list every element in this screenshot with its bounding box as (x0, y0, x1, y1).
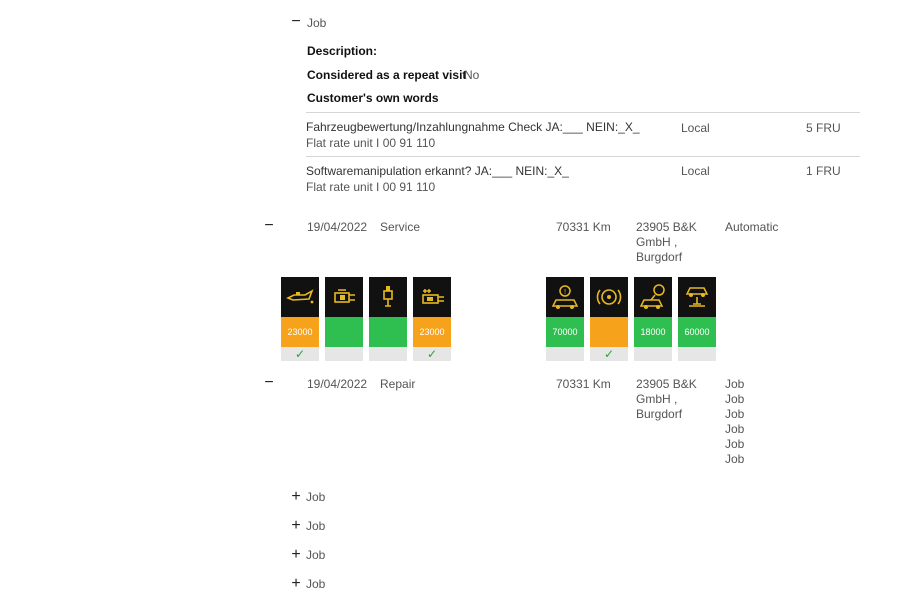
tile-value: 23000 (413, 317, 451, 347)
tile-check: ✓ (590, 347, 628, 361)
dealer-line: GmbH , (636, 235, 678, 249)
repair-job-link[interactable]: Job (725, 437, 745, 451)
tile-value (590, 317, 628, 347)
svg-text:!: ! (563, 288, 567, 296)
repair-dealer (636, 377, 697, 422)
brake-warning-icon (590, 277, 628, 317)
engine-filter-icon (325, 277, 363, 317)
service-date: 19/04/2022 (307, 220, 368, 234)
service-tile (281, 277, 319, 361)
tile-value (369, 317, 407, 347)
tile-check (678, 347, 716, 361)
collapse-job-toggle[interactable]: − (291, 13, 301, 30)
service-tile (546, 277, 584, 361)
job-line-location: Local (681, 164, 710, 178)
tile-value: 18000 (634, 317, 672, 347)
brake-fluid-icon (634, 277, 672, 317)
job-label[interactable]: Job (306, 519, 326, 533)
tile-value: 23000 (281, 317, 319, 347)
tile-check: ✓ (281, 347, 319, 361)
expand-job-row[interactable] (290, 575, 325, 593)
service-tile (369, 277, 407, 361)
expand-icon[interactable]: + (291, 546, 301, 563)
repair-job-link[interactable]: Job (725, 407, 745, 421)
expand-job-row[interactable] (290, 488, 325, 506)
repair-type: Repair (380, 377, 416, 391)
job-line-title: Softwaremanipulation erkannt? JA:___ NEIN:_X_ (306, 164, 569, 178)
job-line-units: 5 FRU (806, 121, 841, 135)
service-dealer (636, 220, 697, 265)
job-line-item (306, 164, 860, 194)
oil-can-icon (281, 277, 319, 317)
divider (306, 156, 860, 157)
job-line-location: Local (681, 121, 710, 135)
job-header-label[interactable]: Job (307, 16, 327, 30)
job-line-subtitle: Flat rate unit I 00 91 110 (306, 136, 436, 150)
fuel-filter-icon (413, 277, 451, 317)
tile-check: ✓ (413, 347, 451, 361)
description-label: Description: (307, 44, 378, 58)
spark-plug-icon (369, 277, 407, 317)
tile-check (325, 347, 363, 361)
job-line-title: Fahrzeugbewertung/Inzahlungnahme Check JA:___ NEIN:_X_ (306, 120, 640, 134)
service-tile (678, 277, 716, 361)
repeat-visit-label: Considered as a repeat visit (307, 68, 467, 82)
job-line-subtitle: Flat rate unit I 00 91 110 (306, 180, 436, 194)
job-line-units: 1 FRU (806, 164, 841, 178)
service-type: Service (380, 220, 421, 234)
service-tile (590, 277, 628, 361)
service-tile (413, 277, 451, 361)
repair-job-list (725, 377, 744, 467)
dealer-line: 23905 B&K (636, 220, 697, 234)
tile-check (634, 347, 672, 361)
repair-date: 19/04/2022 (307, 377, 368, 391)
vehicle-lift-icon (678, 277, 716, 317)
divider (306, 112, 860, 113)
repeat-visit-value: No (464, 68, 480, 82)
dealer-line: 23905 B&K (636, 377, 697, 391)
tile-value (325, 317, 363, 347)
expand-job-row[interactable] (290, 517, 325, 535)
dealer-line: Burgdorf (636, 407, 683, 421)
tile-value: 60000 (678, 317, 716, 347)
job-line-item (306, 120, 860, 150)
collapse-service-toggle[interactable]: − (264, 217, 274, 234)
collapse-repair-toggle[interactable]: − (264, 374, 274, 391)
job-label[interactable]: Job (306, 577, 326, 591)
expand-icon[interactable]: + (291, 517, 301, 534)
car-inspection-icon (546, 277, 584, 317)
tile-check (369, 347, 407, 361)
expand-icon[interactable]: + (291, 488, 301, 505)
repair-job-link[interactable]: Job (725, 422, 745, 436)
job-label[interactable]: Job (306, 548, 326, 562)
repair-km: 70331 Km (556, 377, 611, 391)
service-tile (325, 277, 363, 361)
service-tile (634, 277, 672, 361)
dealer-line: Burgdorf (636, 250, 683, 264)
repair-job-link[interactable]: Job (725, 392, 745, 406)
repair-job-link[interactable]: Job (725, 452, 745, 466)
service-km: 70331 Km (556, 220, 611, 234)
customer-words-label: Customer's own words (307, 91, 439, 105)
expand-job-row[interactable] (290, 546, 325, 564)
tile-check (546, 347, 584, 361)
dealer-line: GmbH , (636, 392, 678, 406)
job-label[interactable]: Job (306, 490, 326, 504)
service-mode: Automatic (725, 220, 779, 234)
expand-icon[interactable]: + (291, 575, 301, 592)
tile-value: 70000 (546, 317, 584, 347)
repair-job-link[interactable]: Job (725, 377, 745, 391)
